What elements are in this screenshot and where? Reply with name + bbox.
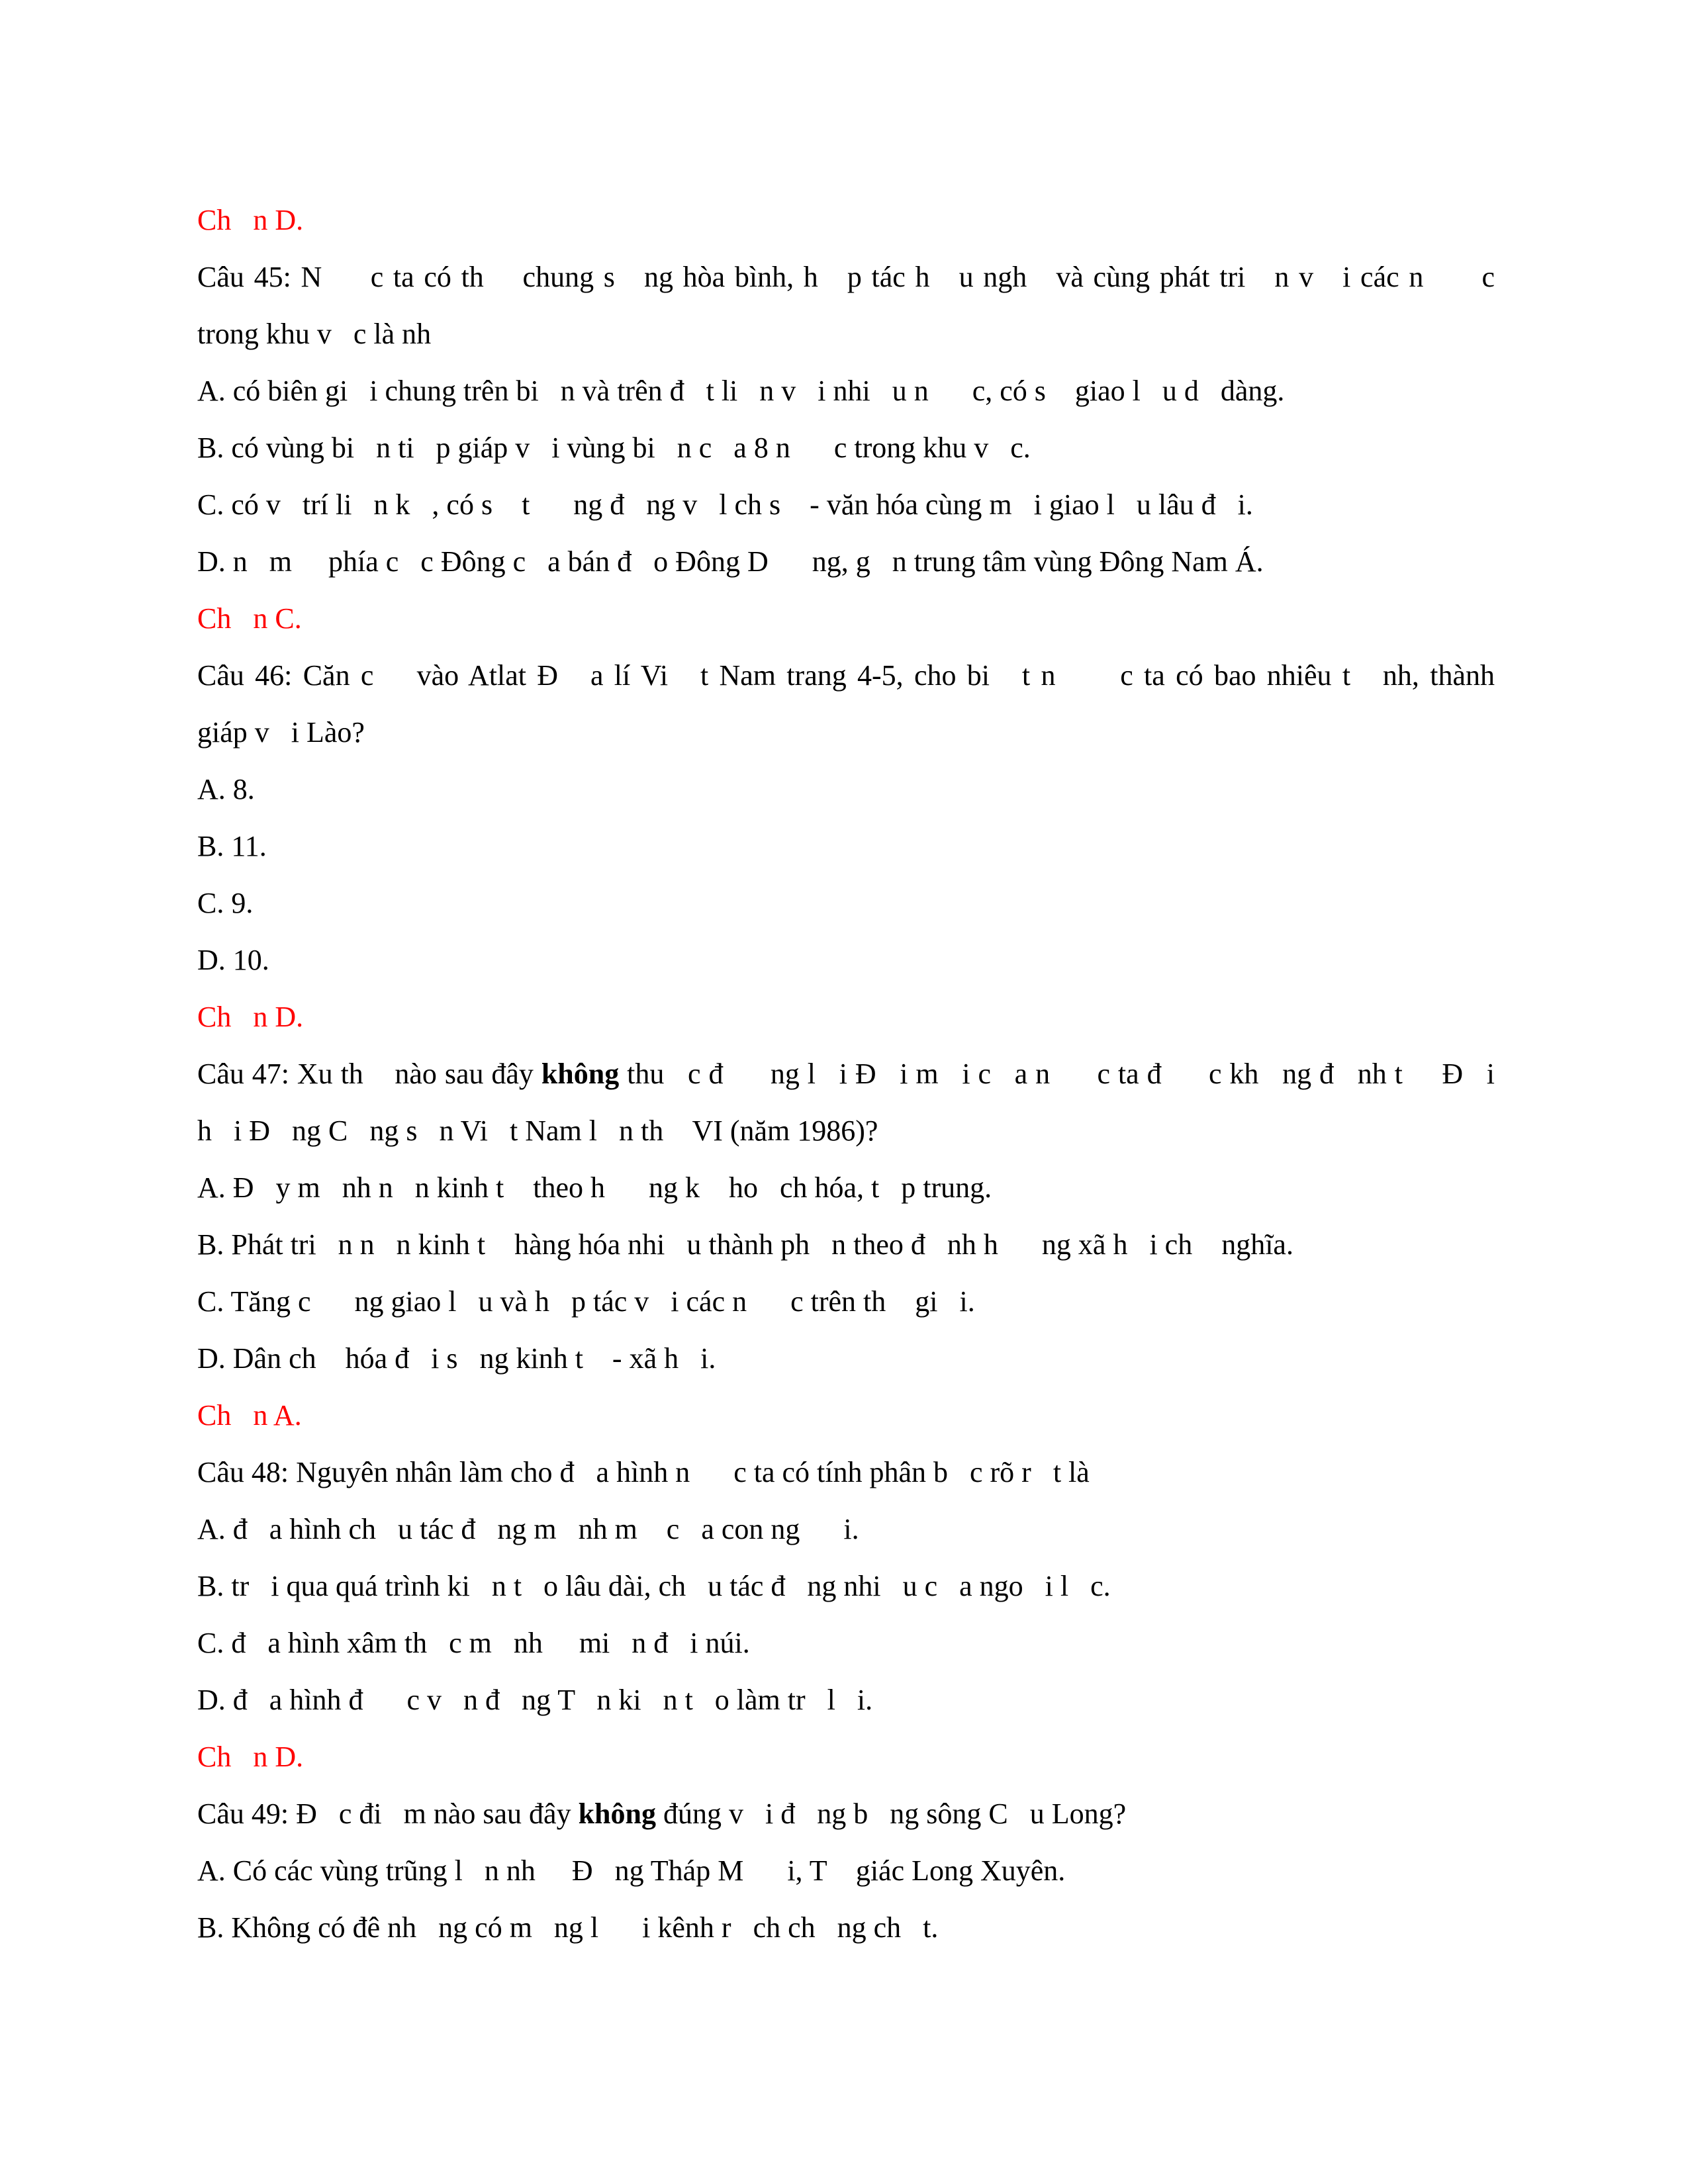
option-c: C. 9.	[197, 887, 254, 919]
question-text: đúng v i đ ng b ng sông C u Long?	[656, 1797, 1127, 1830]
question-45-line-2: trong khu v c là nh	[197, 318, 432, 350]
question-text: thu c đ ng l i Đ i m i c a n c ta đ c kh ng đ nh t Đ i	[619, 1058, 1495, 1090]
question-47-line-1	[197, 1046, 1495, 1103]
option-a: A. đ a hình ch u tác đ ng m nh m c a con ng i.	[197, 1513, 859, 1545]
option-c: C. đ a hình xâm th c m nh mi n đ i núi.	[197, 1627, 750, 1659]
option-a: A. Đ y m nh n n kinh t theo h ng k ho ch hóa, t p trung.	[197, 1171, 992, 1204]
option-c: C. có v trí li n k , có s t ng đ ng v l ch s - văn hóa cùng m i giao l u lâu đ i.	[197, 488, 1253, 521]
question-text: Câu 47: Xu th nào sau đây	[197, 1058, 541, 1090]
option-c: C. Tăng c ng giao l u và h p tác v i các n c trên th gi i.	[197, 1285, 975, 1318]
option-a: A. có biên gi i chung trên bi n và trên đ t li n v i nhi u n c, có s giao l u d dàng.	[197, 375, 1285, 407]
question-47-line-2: h i Đ ng C ng s n Vi t Nam l n th VI (năm 1986)?	[197, 1115, 878, 1147]
question-49-line-1	[197, 1786, 1495, 1843]
answer-line: Ch n D.	[197, 1741, 304, 1773]
emphasis-text: không	[541, 1058, 620, 1090]
option-b: B. 11.	[197, 830, 267, 862]
question-45-line-1: Câu 45: N c ta có th chung s ng hòa bình, h p tác h u ngh và cùng phát tri n v i các n c	[197, 261, 1495, 293]
answer-line: Ch n A.	[197, 1399, 302, 1432]
answer-line: Ch n D.	[197, 1001, 304, 1033]
emphasis-text: không	[578, 1797, 656, 1830]
option-a: A. Có các vùng trũng l n nh Đ ng Tháp M i, T giác Long Xuyên.	[197, 1854, 1066, 1887]
option-d: D. 10.	[197, 944, 269, 976]
question-46-line-2: giáp v i Lào?	[197, 716, 365, 749]
answer-line: Ch n D.	[197, 204, 304, 236]
option-d: D. Dân ch hóa đ i s ng kinh t - xã h i.	[197, 1342, 716, 1375]
option-b: B. tr i qua quá trình ki n t o lâu dài, ch u tác đ ng nhi u c a ngo i l c.	[197, 1570, 1111, 1602]
question-48-line-1: Câu 48: Nguyên nhân làm cho đ a hình n c ta có tính phân b c rõ r t là	[197, 1456, 1090, 1488]
question-text: Câu 49: Đ c đi m nào sau đây	[197, 1797, 579, 1830]
document-page	[197, 192, 1495, 1956]
question-46-line-1: Câu 46: Căn c vào Atlat Đ a lí Vi t Nam trang 4-5, cho bi t n c ta có bao nhiêu t nh, thành	[197, 659, 1495, 692]
option-a: A. 8.	[197, 773, 255, 805]
option-d: D. đ a hình đ c v n đ ng T n ki n t o làm tr l i.	[197, 1684, 873, 1716]
option-b: B. Không có đê nh ng có m ng l i kênh r ch ch ng ch t.	[197, 1911, 939, 1944]
option-b: B. Phát tri n n n kinh t hàng hóa nhi u thành ph n theo đ nh h ng xã h i ch nghĩa.	[197, 1228, 1293, 1261]
answer-line: Ch n C.	[197, 602, 302, 635]
option-d: D. n m phía c c Đông c a bán đ o Đông D ng, g n trung tâm vùng Đông Nam Á.	[197, 545, 1264, 578]
option-b: B. có vùng bi n ti p giáp v i vùng bi n c a 8 n c trong khu v c.	[197, 432, 1031, 464]
